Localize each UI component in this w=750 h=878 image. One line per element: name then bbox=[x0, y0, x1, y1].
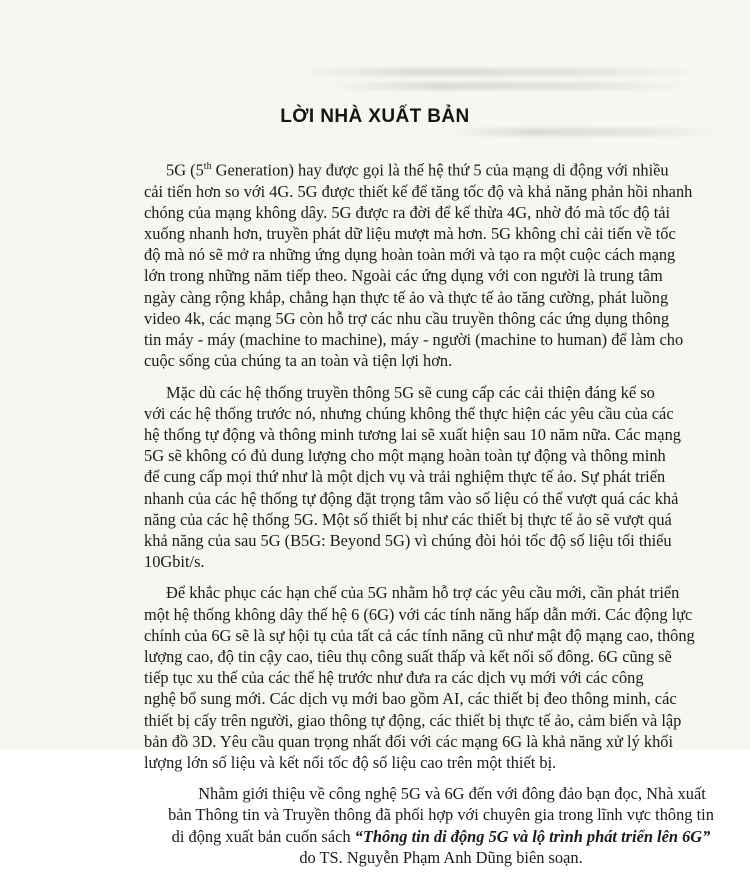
text-line: lớn trong những năm tiếp theo. Ngoài các ứng dụng với con người là trung tâm bbox=[144, 266, 663, 286]
text-line: với các hệ thống trước nó, nhưng chúng không thể thực hiện các yêu cầu của các bbox=[144, 403, 674, 423]
text-line: lượng cao, độ tin cậy cao, tiêu thụ công suất thấp và kết nối số đông. 6G cũng sẽ bbox=[144, 646, 672, 666]
paragraph-4 bbox=[144, 783, 738, 868]
text-line: lượng lớn số liệu và kết nối tốc độ số liệu cao trên một thiết bị. bbox=[144, 752, 557, 772]
text-line: độ mà nó sẽ mở ra những ứng dụng hoàn toàn mới và tạo ra một cuộc cách mạng bbox=[144, 245, 676, 265]
text-line: do TS. Nguyễn Phạm Anh Dũng biên soạn. bbox=[299, 847, 583, 867]
text-line: cải tiến hơn so với 4G. 5G được thiết kế để tăng tốc độ và khả năng phản hồi nhanh bbox=[144, 181, 693, 201]
page-title: LỜI NHÀ XUẤT BẢN bbox=[280, 106, 470, 127]
text-line: nghệ bổ sung mới. Các dịch vụ mới bao gồm AI, các thiết bị đeo thông minh, các bbox=[144, 689, 677, 709]
bleed-through-mark bbox=[330, 82, 690, 90]
text-line bbox=[144, 826, 738, 847]
text-line: video 4k, các mạng 5G còn hỗ trợ các nhu cầu truyền thông các ứng dụng thông bbox=[144, 308, 670, 328]
paragraph-2 bbox=[144, 382, 738, 573]
paragraph-3 bbox=[144, 582, 738, 773]
bleed-through-mark bbox=[300, 68, 700, 76]
text-line: một hệ thống không dây thế hệ 6 (6G) với các tính năng hấp dẫn mới. Các động lực bbox=[144, 604, 693, 624]
text-line: thiết bị cấy trên người, giao thông tự động, các thiết bị thực tế ảo, cảm biến và lập bbox=[144, 710, 682, 730]
text-fragment: di động xuất bản cuốn sách bbox=[171, 826, 351, 846]
book-title: “Thông tin di động 5G và lộ trình phát triển lên 6G” bbox=[354, 826, 711, 846]
text-line: 10Gbit/s. bbox=[144, 552, 205, 572]
paragraph-1 bbox=[144, 156, 738, 372]
text-line: Nhằm giới thiệu về công nghệ 5G và 6G đến với đông đảo bạn đọc, Nhà xuất bbox=[198, 784, 706, 804]
text-line: để cung cấp mọi thứ như là một dịch vụ và trải nghiệm thực tế ảo. Sự phát triển bbox=[144, 467, 666, 487]
text-line: nhanh của các hệ thống tự động đặt trọng tâm vào số liệu có thể vượt quá các khả bbox=[144, 488, 679, 508]
text-line: chóng của mạng không dây. 5G được ra đời để kế thừa 4G, nhờ đó mà tốc độ tải bbox=[144, 202, 671, 222]
text-line: xuống nhanh hơn, truyền phát dữ liệu mượt mà hơn. 5G không chỉ cải tiến về tốc bbox=[144, 224, 676, 244]
body-text bbox=[144, 156, 738, 878]
text-line: 5G sẽ không có đủ dung lượng cho một mạng hoàn toàn tự động và thông minh bbox=[144, 446, 666, 466]
text-line: cuộc sống của chúng ta an toàn và tiện lợi hơn. bbox=[144, 351, 453, 371]
text-line: Mặc dù các hệ thống truyền thông 5G sẽ cung cấp các cải thiện đáng kể so bbox=[166, 382, 655, 402]
text-line: tin máy - máy (machine to machine), máy - người (machine to human) để làm cho bbox=[144, 330, 684, 350]
text-line: hệ thống tự động và thông minh tương lai sẽ xuất hiện sau 10 năm nữa. Các mạng bbox=[144, 424, 681, 444]
text-line: khả năng của sau 5G (B5G: Beyond 5G) vì chúng đòi hỏi tốc độ số liệu tối thiểu bbox=[144, 530, 672, 550]
text-line: ngày càng rộng khắp, chẳng hạn thực tế ảo và thực tế ảo tăng cường, phát luồng bbox=[144, 287, 669, 307]
text-line: bản Thông tin và Truyền thông đã phối hợp với chuyên gia trong lĩnh vực thông tin bbox=[168, 805, 714, 825]
text-line: Để khắc phục các hạn chế của 5G nhằm hỗ trợ các yêu cầu mới, cần phát triển bbox=[166, 583, 680, 603]
bleed-through-mark bbox=[450, 128, 720, 136]
text-line: 5G (5th Generation) hay được gọi là thế hệ thứ 5 của mạng di động với nhiều bbox=[166, 160, 669, 180]
text-line: chính của 6G sẽ là sự hội tụ của tất cả các tính năng cũ như mật độ mạng cao, thông bbox=[144, 625, 695, 645]
text-line: tiếp tục xu thế của các thế hệ trước như đưa ra các dịch vụ mới với các công bbox=[144, 668, 644, 688]
text-line: bản đồ 3D. Yêu cầu quan trọng nhất đối với các mạng 6G là khả năng xử lý khối bbox=[144, 731, 674, 751]
superscript-th: th bbox=[203, 161, 212, 172]
text-line: năng của các hệ thống 5G. Một số thiết bị như các thiết bị thực tế ảo sẽ vượt quá bbox=[144, 509, 672, 529]
